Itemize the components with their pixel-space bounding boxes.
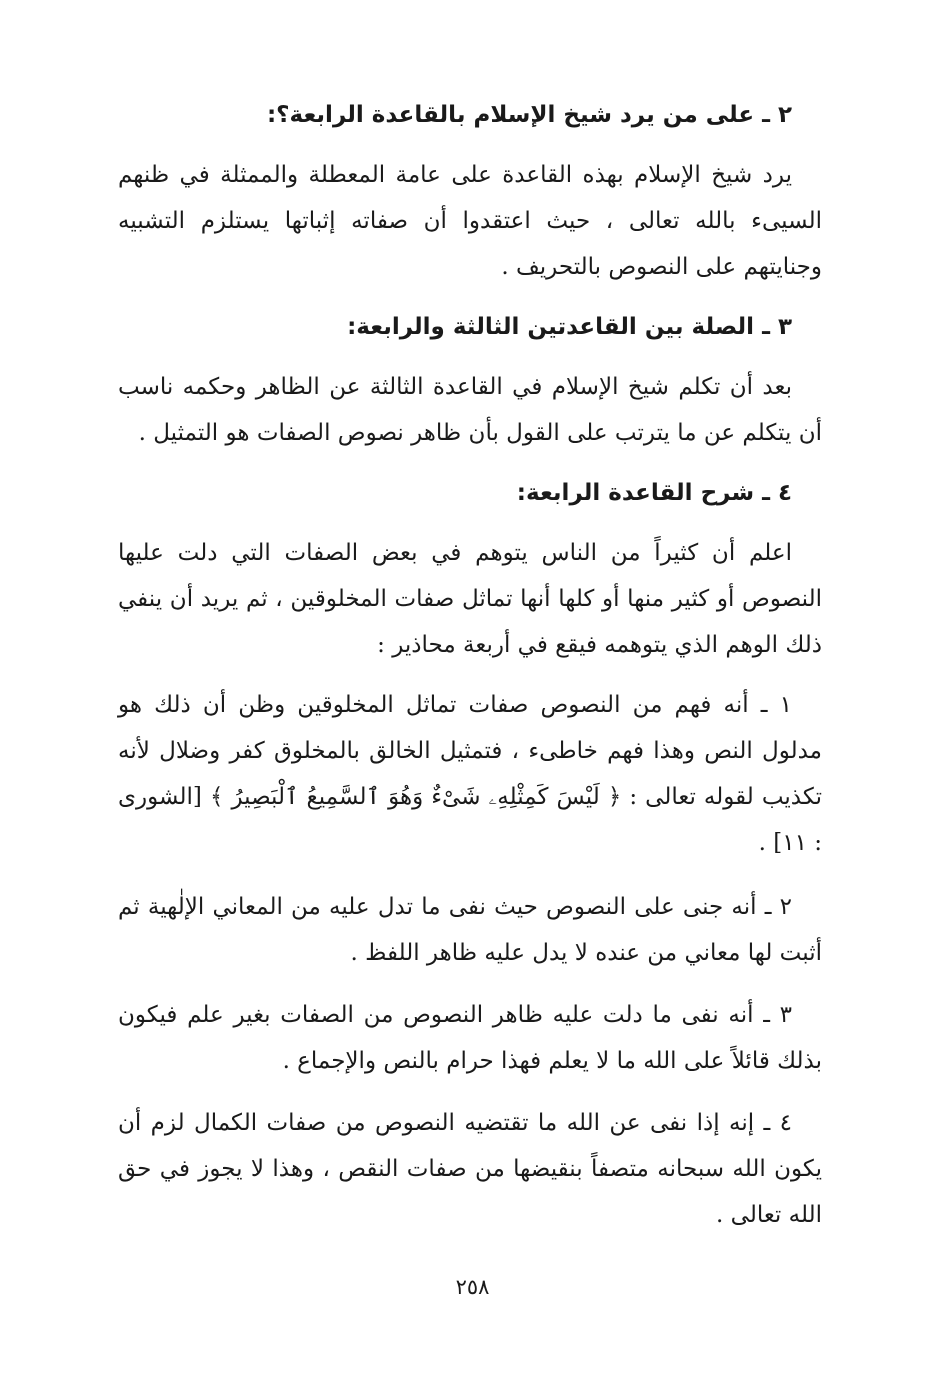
section-2-heading: ٢ ـ على من يرد شيخ الإسلام بالقاعدة الرابعة؟: bbox=[266, 102, 792, 128]
section-4-heading: ٤ ـ شرح القاعدة الرابعة: bbox=[516, 480, 792, 506]
section-3-heading: ٣ ـ الصلة بين القاعدتين الثالثة والرابعة: bbox=[347, 314, 792, 340]
quran-citation: [الشورى : ١١] . bbox=[118, 784, 822, 856]
page-number: ٢٥٨ bbox=[455, 1275, 490, 1299]
list-item-2: ٢ ـ أنه جنى على النصوص حيث نفى ما تدل عليه من المعاني الإلٰهية ثم أثبت لها معاني من عنده لا يدل عليه ظاهر اللفظ . bbox=[118, 894, 822, 966]
section-3-body: بعد أن تكلم شيخ الإسلام في القاعدة الثالثة عن الظاهر وحكمه ناسب أن يتكلم عن ما يترتب على القول بأن ظاهر نصوص الصفات هو التمثيل . bbox=[118, 374, 822, 446]
list-item-1 bbox=[118, 682, 822, 866]
list-item-4: ٤ ـ إنه إذا نفى عن الله ما تقتضيه النصوص من صفات الكمال لزم أن يكون الله سبحانه متصفاً بنقيضها من صفات النقص ، وهذا لا يجوز في حق الله تعالى . bbox=[118, 1110, 822, 1228]
section-2-body: يرد شيخ الإسلام بهذه القاعدة على عامة المعطلة والممثلة في ظنهم السيىء بالله تعالى ، حيث اعتقدوا أن صفاته إثباتها يستلزم التشبيه وجنايتهم على النصوص بالتحريف . bbox=[118, 162, 822, 280]
quran-quote: ﴿ لَيْسَ كَمِثْلِهِۦ شَىْءٌ وَهُوَ ٱلسَّمِيعُ ٱلْبَصِيرُ ﴾ bbox=[209, 784, 622, 810]
list-item-3: ٣ ـ أنه نفى ما دلت عليه ظاهر النصوص من الصفات بغير علم فيكون بذلك قائلاً على الله ما لا يعلم فهذا حرام بالنص والإجماع . bbox=[118, 1002, 822, 1074]
list-item-1-text: ١ ـ أنه فهم من النصوص صفات تماثل المخلوقين وظن أن ذلك هو مدلول النص وهذا فهم خاطىء ، فتمثيل الخالق بالمخلوق كفر وضلال لأنه تكذيب لقوله تعالى : bbox=[118, 692, 822, 810]
page-content bbox=[118, 92, 822, 1238]
section-4-body: اعلم أن كثيراً من الناس يتوهم في بعض الصفات التي دلت عليها النصوص أو كثير منها أو كلها أنها تماثل صفات المخلوقين ، ثم يريد أن ينفي ذلك الوهم الذي يتوهمه فيقع في أربعة محاذير : bbox=[118, 540, 822, 658]
